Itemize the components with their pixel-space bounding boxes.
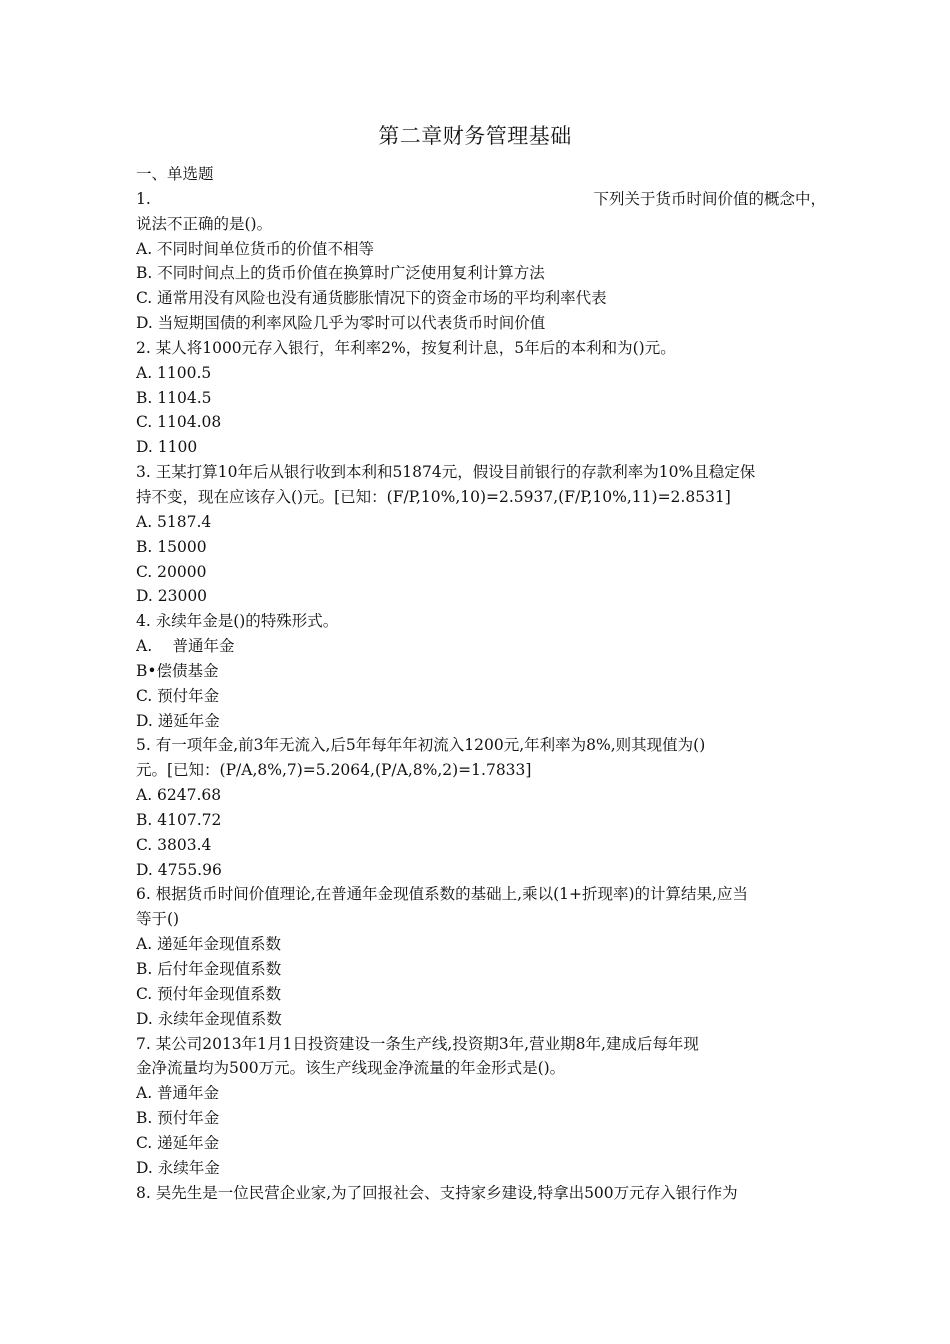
question-3-option-c: C. 20000 — [136, 562, 207, 581]
question-6-stem: 6. 根据货币时间价值理论,在普通年金现值系数的基础上,乘以(1+折现率)的计算结果,应当 — [136, 885, 748, 904]
question-7-option-a: A. 普通年金 — [136, 1084, 220, 1103]
question-8-stem: 8. 吴先生是一位民营企业家,为了回报社会、支持家乡建设,特拿出500万元存入银行作为 — [136, 1183, 738, 1202]
chapter-title: 第二章财务管理基础 — [378, 124, 572, 148]
question-1-number: 1. — [136, 189, 151, 208]
question-3-stem-continued: 持不变，现在应该存入()元。[已知：(F/P,10%,10)=2.5937,(F/P,10%,11)=2.8531] — [136, 487, 731, 506]
question-1-stem-continued: 说法不正确的是()。 — [136, 214, 273, 233]
question-7-stem-continued: 金净流量均为500万元。该生产线现金净流量的年金形式是()。 — [136, 1059, 566, 1078]
question-3-option-d: D. 23000 — [136, 587, 208, 606]
question-1-option-c: C. 通常用没有风险也没有通货膨胀情况下的资金市场的平均利率代表 — [136, 289, 607, 308]
question-6-option-d: D. 永续年金现值系数 — [136, 1009, 282, 1028]
question-5-stem-continued: 元。[已知：(P/A,8%,7)=5.2064,(P/A,8%,2)=1.7833] — [136, 761, 532, 780]
question-4-option-d: D. 递延年金 — [136, 711, 220, 730]
question-4-stem: 4. 永续年金是()的特殊形式。 — [136, 612, 339, 631]
question-2-option-c: C. 1104.08 — [136, 413, 222, 432]
question-7-option-d: D. 永续年金 — [136, 1158, 220, 1177]
question-1-option-a: A. 不同时间单位货币的价值不相等 — [136, 239, 375, 258]
question-1-option-b: B. 不同时间点上的货币价值在换算时广泛使用复利计算方法 — [136, 264, 545, 283]
question-5-option-b: B. 4107.72 — [136, 810, 222, 829]
question-6-option-b: B. 后付年金现值系数 — [136, 960, 282, 978]
section-heading: 一、单选题 — [136, 165, 214, 183]
question-3-option-a: A. 5187.4 — [136, 512, 212, 531]
question-5-option-a: A. 6247.68 — [136, 786, 222, 805]
question-1-option-d: D. 当短期国债的利率风险几乎为零时可以代表货币时间价值 — [136, 314, 546, 333]
question-1-stem-text: 下列关于货币时间价值的概念中， — [593, 189, 826, 208]
question-3-stem: 3. 王某打算10年后从银行收到本利和51874元，假设目前银行的存款利率为10%且稳定保 — [136, 463, 756, 482]
question-4-option-a: A. 普通年金 — [136, 637, 235, 656]
question-2-option-a: A. 1100.5 — [136, 363, 212, 382]
question-5-stem: 5. 有一项年金,前3年无流入,后5年每年年初流入1200元,年利率为8%,则其现值为() — [136, 736, 706, 755]
question-4-option-b: B•偿债基金 — [136, 661, 219, 680]
question-7-stem: 7. 某公司2013年1月1日投资建设一条生产线,投资期3年,营业期8年,建成后每年现 — [136, 1034, 699, 1053]
question-2-stem: 2. 某人将1000元存入银行，年利率2%，按复利计息，5年后的本利和为()元。 — [136, 338, 676, 357]
question-5-option-d: D. 4755.96 — [136, 860, 222, 879]
question-list — [136, 162, 826, 1205]
question-7-option-c: C. 递延年金 — [136, 1133, 220, 1152]
question-6-stem-continued: 等于() — [136, 910, 180, 929]
question-6-option-a: A. 递延年金现值系数 — [136, 935, 282, 954]
question-3-option-b: B. 15000 — [136, 537, 207, 556]
question-2-option-d: D. 1100 — [136, 438, 198, 457]
question-5-option-c: C. 3803.4 — [136, 835, 212, 854]
question-4-option-c: C. 预付年金 — [136, 686, 220, 705]
question-2-option-b: B. 1104.5 — [136, 388, 212, 407]
question-1-stem — [136, 187, 826, 212]
question-7-option-b: B. 预付年金 — [136, 1109, 220, 1128]
question-6-option-c: C. 预付年金现值系数 — [136, 984, 282, 1003]
